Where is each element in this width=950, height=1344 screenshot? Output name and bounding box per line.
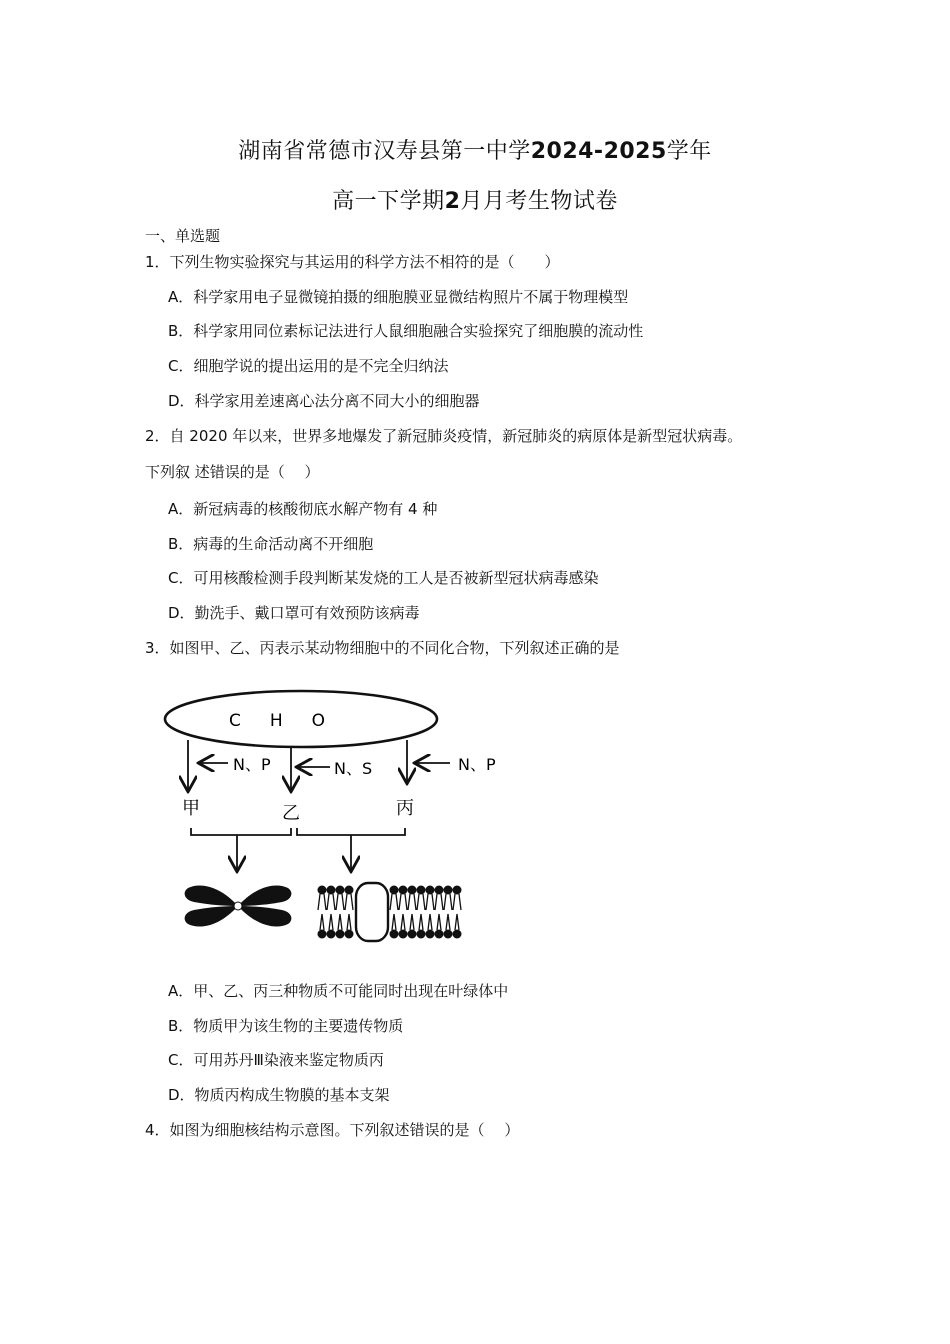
question-2-option-b: B．病毒的生命活动离不开细胞: [168, 535, 374, 553]
question-1-option-b: B．科学家用同位素标记法进行人鼠细胞融合实验探究了细胞膜的流动性: [168, 322, 644, 340]
page-title-line2: [0, 184, 950, 215]
question-3-stem: 3．如图甲、乙、丙表示某动物细胞中的不同化合物，下列叙述正确的是: [145, 639, 620, 657]
elements-label: C H O: [228, 711, 332, 731]
question-1-option-d: D．科学家用差速离心法分离不同大小的细胞器: [168, 392, 480, 410]
label-yi: 乙: [282, 803, 300, 824]
question-1-stem: 1．下列生物实验探究与其运用的科学方法不相符的是（ ）: [145, 253, 560, 271]
question-1-option-c: C．细胞学说的提出运用的是不完全归纳法: [168, 357, 449, 375]
question-2-option-d: D．勤洗手、戴口罩可有效预防该病毒: [168, 604, 420, 622]
arrow1-label: N、P: [233, 755, 271, 774]
question-2-option-a: A．新冠病毒的核酸彻底水解产物有 4 种: [168, 500, 438, 518]
section-heading: 一、单选题: [145, 227, 221, 245]
arrow3-label: N、P: [458, 755, 496, 774]
page-title-line1: [0, 134, 950, 165]
question-4-stem: 4．如图为细胞核结构示意图。下列叙述错误的是（ ）: [145, 1121, 520, 1139]
title-text: 湖南省常德市汉寿县第一中学: [238, 139, 531, 164]
question-2-stem: 2．自 2020 年以来，世界多地爆发了新冠肺炎疫情，新冠肺炎的病原体是新型冠状病毒。: [145, 427, 743, 445]
membrane-protein: [356, 883, 388, 941]
arrow2-label: N、S: [334, 759, 373, 778]
question-1-option-a: A．科学家用电子显微镜拍摄的细胞膜亚显微结构照片不属于物理模型: [168, 288, 629, 306]
compound-diagram: [150, 682, 530, 952]
question-2-stem-cont: 下列叙 述错误的是（ ）: [145, 463, 320, 481]
title-text: 月月考生物试卷: [460, 189, 618, 214]
question-2-option-c: C．可用核酸检测手段判断某发烧的工人是否被新型冠状病毒感染: [168, 569, 599, 587]
chromosome-icon: [185, 885, 292, 926]
title-text: 学年: [666, 139, 712, 164]
question-3-option-d: D．物质丙构成生物膜的基本支架: [168, 1086, 390, 1104]
question-3-option-b: B．物质甲为该生物的主要遗传物质: [168, 1017, 404, 1035]
title-text: 高一下学期: [332, 189, 445, 214]
title-month: 2: [444, 189, 461, 214]
cell-membrane-icon: [318, 883, 462, 941]
question-3-option-a: A．甲、乙、丙三种物质不可能同时出现在叶绿体中: [168, 982, 509, 1000]
label-bing: 丙: [396, 798, 414, 819]
label-jia: 甲: [182, 798, 200, 819]
question-3-option-c: C．可用苏丹Ⅲ染液来鉴定物质丙: [168, 1051, 384, 1069]
title-year: 2024-2025: [530, 139, 667, 164]
